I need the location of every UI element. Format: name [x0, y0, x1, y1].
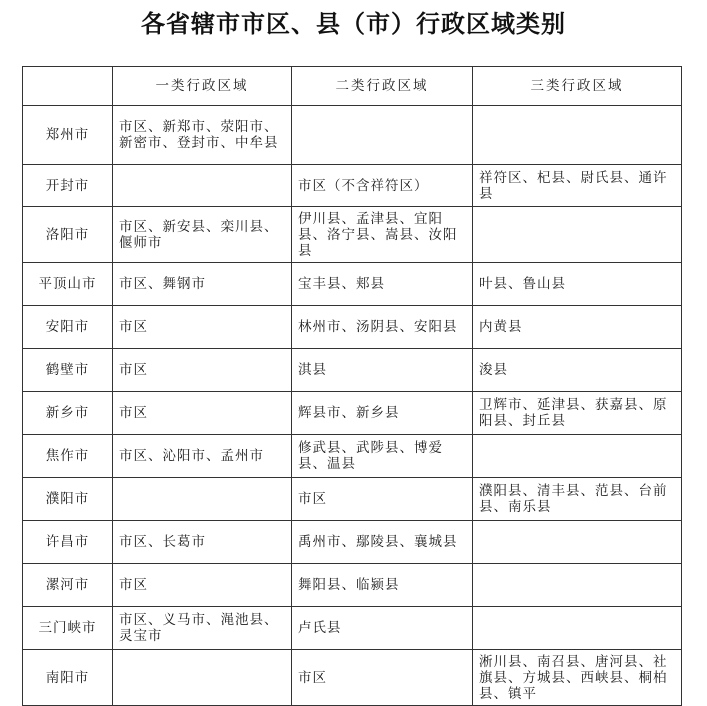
table-row [23, 263, 682, 306]
table-row [23, 478, 682, 521]
table-row [23, 392, 682, 435]
class-1-cell: 市区 [113, 392, 292, 435]
table-row [23, 607, 682, 650]
table-row [23, 521, 682, 564]
city-cell: 三门峡市 [23, 607, 113, 650]
class-1-cell: 市区、长葛市 [113, 521, 292, 564]
region-classification-table [22, 66, 682, 706]
class-1-cell: 市区、新安县、栾川县、偃师市 [113, 207, 292, 263]
city-cell: 新乡市 [23, 392, 113, 435]
header-class-1: 一类行政区域 [113, 67, 292, 106]
class-1-cell [113, 165, 292, 207]
city-cell: 漯河市 [23, 564, 113, 607]
city-cell: 焦作市 [23, 435, 113, 478]
class-3-cell [473, 607, 682, 650]
header-class-3: 三类行政区域 [473, 67, 682, 106]
city-cell: 洛阳市 [23, 207, 113, 263]
class-2-cell: 林州市、汤阴县、安阳县 [292, 306, 473, 349]
class-2-cell: 淇县 [292, 349, 473, 392]
class-2-cell: 卢氏县 [292, 607, 473, 650]
class-1-cell: 市区 [113, 564, 292, 607]
class-1-cell: 市区、义马市、渑池县、灵宝市 [113, 607, 292, 650]
class-3-cell: 浚县 [473, 349, 682, 392]
table-row [23, 106, 682, 165]
city-cell: 郑州市 [23, 106, 113, 165]
class-2-cell: 市区（不含祥符区） [292, 165, 473, 207]
class-1-cell: 市区、新郑市、荥阳市、新密市、登封市、中牟县 [113, 106, 292, 165]
class-1-cell [113, 478, 292, 521]
table-row [23, 349, 682, 392]
class-3-cell [473, 435, 682, 478]
city-cell: 濮阳市 [23, 478, 113, 521]
class-3-cell: 淅川县、南召县、唐河县、社旗县、方城县、西峡县、桐柏县、镇平 [473, 650, 682, 706]
class-3-cell [473, 207, 682, 263]
class-3-cell: 内黄县 [473, 306, 682, 349]
city-cell: 许昌市 [23, 521, 113, 564]
table-row [23, 650, 682, 706]
city-cell: 南阳市 [23, 650, 113, 706]
class-1-cell [113, 650, 292, 706]
table-row [23, 165, 682, 207]
table-row [23, 564, 682, 607]
class-1-cell: 市区、沁阳市、孟州市 [113, 435, 292, 478]
class-2-cell: 市区 [292, 478, 473, 521]
class-1-cell: 市区、舞钢市 [113, 263, 292, 306]
class-2-cell: 伊川县、孟津县、宜阳县、洛宁县、嵩县、汝阳县 [292, 207, 473, 263]
class-2-cell: 辉县市、新乡县 [292, 392, 473, 435]
class-3-cell [473, 564, 682, 607]
class-3-cell: 濮阳县、清丰县、范县、台前县、南乐县 [473, 478, 682, 521]
class-2-cell: 舞阳县、临颍县 [292, 564, 473, 607]
header-class-2: 二类行政区域 [292, 67, 473, 106]
city-cell: 鹤壁市 [23, 349, 113, 392]
class-2-cell: 禹州市、鄢陵县、襄城县 [292, 521, 473, 564]
class-3-cell [473, 521, 682, 564]
class-2-cell [292, 106, 473, 165]
table-body [23, 106, 682, 706]
class-2-cell: 市区 [292, 650, 473, 706]
class-2-cell: 宝丰县、郏县 [292, 263, 473, 306]
class-1-cell: 市区 [113, 349, 292, 392]
document-title: 各省辖市市区、县（市）行政区域类别 [141, 10, 566, 38]
class-3-cell: 叶县、鲁山县 [473, 263, 682, 306]
city-cell: 开封市 [23, 165, 113, 207]
class-1-cell: 市区 [113, 306, 292, 349]
class-3-cell: 卫辉市、延津县、获嘉县、原阳县、封丘县 [473, 392, 682, 435]
table-row [23, 207, 682, 263]
class-3-cell: 祥符区、杞县、尉氏县、通许县 [473, 165, 682, 207]
table-row [23, 435, 682, 478]
city-cell: 平顶山市 [23, 263, 113, 306]
class-2-cell: 修武县、武陟县、博爱县、温县 [292, 435, 473, 478]
table-row [23, 306, 682, 349]
table-header-row [23, 67, 682, 106]
header-city [23, 67, 113, 106]
city-cell: 安阳市 [23, 306, 113, 349]
class-3-cell [473, 106, 682, 165]
